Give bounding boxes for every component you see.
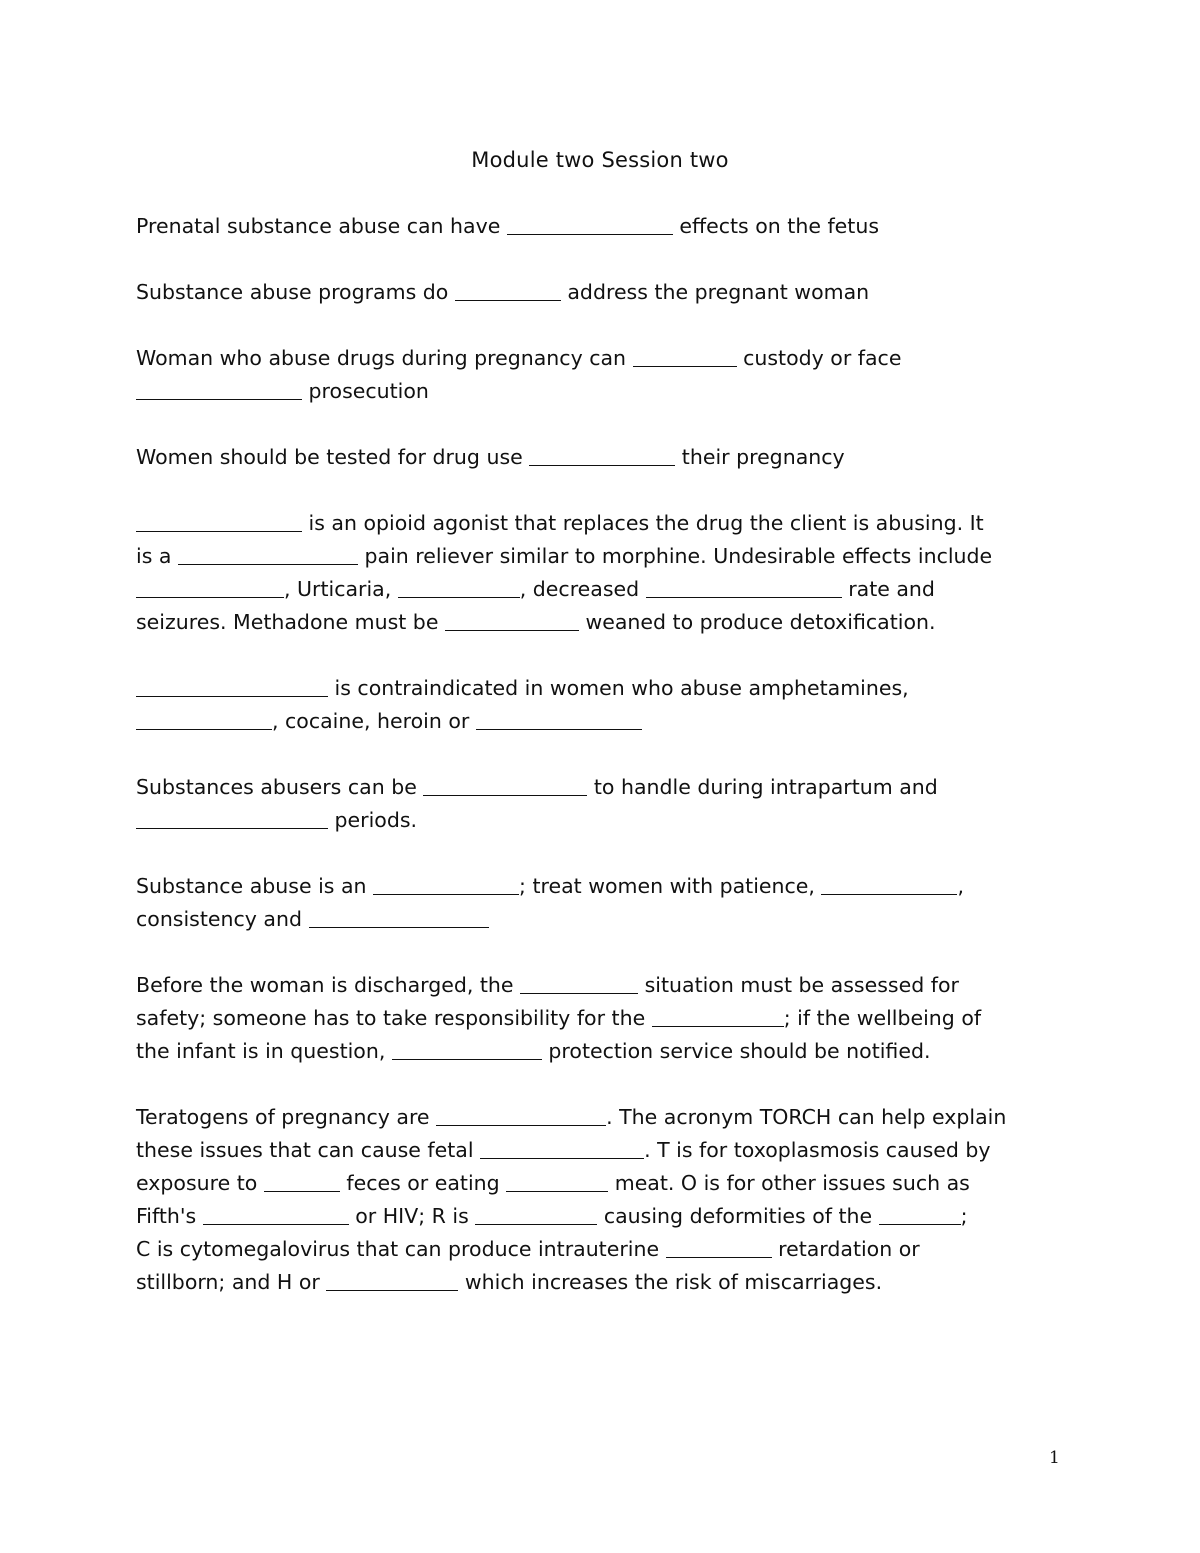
answer-blank[interactable] [633, 344, 737, 367]
question-text: situation must be assessed for [644, 973, 959, 997]
question-text: Before the woman is discharged, the [136, 973, 521, 997]
answer-blank[interactable] [136, 674, 328, 697]
answer-blank[interactable] [136, 707, 272, 730]
question-text: or HIV; R is [355, 1204, 476, 1228]
question-text: effects on the fetus [679, 214, 879, 238]
question-text: Substance abuse programs do [136, 280, 455, 304]
answer-blank[interactable] [436, 1103, 606, 1126]
answer-blank[interactable] [455, 278, 561, 301]
question-text: seizures. Methadone must be [136, 610, 445, 634]
question-text: ; treat women with patience, [519, 874, 822, 898]
question-text: Teratogens of pregnancy are [136, 1105, 437, 1129]
question-text: their pregnancy [681, 445, 845, 469]
answer-blank[interactable] [529, 443, 675, 466]
question-text: retardation or [778, 1237, 920, 1261]
question-text: . T is for toxoplasmosis caused by [644, 1138, 991, 1162]
question-text: C is cytomegalovirus that can produce intrauterine [136, 1237, 666, 1261]
question-text: , [957, 874, 964, 898]
question-text: meat. O is for other issues such as [614, 1171, 970, 1195]
answer-blank[interactable] [136, 377, 302, 400]
question-8 [136, 870, 1066, 936]
page-title: Module two Session two [471, 148, 729, 172]
answer-blank[interactable] [423, 773, 587, 796]
question-text: periods. [334, 808, 418, 832]
question-text: . The acronym TORCH can help explain [606, 1105, 1007, 1129]
question-text: safety; someone has to take responsibility for the [136, 1006, 652, 1030]
answer-blank[interactable] [136, 806, 328, 829]
answer-blank[interactable] [309, 905, 489, 928]
question-text: Fifth's [136, 1204, 203, 1228]
question-4 [136, 441, 1066, 474]
answer-blank[interactable] [879, 1202, 961, 1225]
question-text: protection service should be notified. [548, 1039, 931, 1063]
question-text: consistency and [136, 907, 309, 931]
question-text: ; [960, 1204, 968, 1228]
page-number: 1 [1049, 1448, 1060, 1468]
answer-blank[interactable] [646, 575, 842, 598]
question-text: exposure to [136, 1171, 264, 1195]
question-text: which increases the risk of miscarriages. [464, 1270, 883, 1294]
answer-blank[interactable] [203, 1202, 349, 1225]
question-text: to handle during intrapartum and [593, 775, 938, 799]
question-text: , Urticaria, [284, 577, 398, 601]
question-6 [136, 672, 1066, 738]
question-5 [136, 507, 1066, 639]
question-10 [136, 1101, 1066, 1299]
question-text: these issues that can cause fetal [136, 1138, 481, 1162]
answer-blank[interactable] [666, 1235, 772, 1258]
question-7 [136, 771, 1066, 837]
question-text: Substance abuse is an [136, 874, 374, 898]
answer-blank[interactable] [136, 509, 302, 532]
question-text: is an opioid agonist that replaces the drug the client is abusing. It [308, 511, 984, 535]
question-text: causing deformities of the [603, 1204, 879, 1228]
question-text: , decreased [519, 577, 646, 601]
question-9 [136, 969, 1066, 1068]
question-text: Woman who abuse drugs during pregnancy can [136, 346, 633, 370]
answer-blank[interactable] [445, 608, 579, 631]
answer-blank[interactable] [652, 1004, 784, 1027]
question-text: is a [136, 544, 178, 568]
question-text: ; if the wellbeing of [783, 1006, 982, 1030]
answer-blank[interactable] [476, 707, 642, 730]
question-text: the infant is in question, [136, 1039, 392, 1063]
question-text: pain reliever similar to morphine. Undesirable effects include [364, 544, 993, 568]
question-3 [136, 342, 1066, 408]
answer-blank[interactable] [821, 872, 957, 895]
answer-blank[interactable] [507, 212, 673, 235]
question-text: Prenatal substance abuse can have [136, 214, 507, 238]
answer-blank[interactable] [506, 1169, 608, 1192]
answer-blank[interactable] [398, 575, 520, 598]
question-text: is contraindicated in women who abuse amphetamines, [334, 676, 909, 700]
answer-blank[interactable] [178, 542, 358, 565]
answer-blank[interactable] [264, 1169, 340, 1192]
answer-blank[interactable] [520, 971, 638, 994]
answer-blank[interactable] [136, 575, 284, 598]
question-text: feces or eating [346, 1171, 507, 1195]
question-text: prosecution [308, 379, 429, 403]
worksheet-body [136, 210, 1066, 1332]
answer-blank[interactable] [392, 1037, 542, 1060]
question-text: custody or face [743, 346, 902, 370]
question-1 [136, 210, 1066, 243]
question-text: Women should be tested for drug use [136, 445, 530, 469]
question-text: Substances abusers can be [136, 775, 424, 799]
answer-blank[interactable] [480, 1136, 644, 1159]
answer-blank[interactable] [373, 872, 519, 895]
question-text: rate and [848, 577, 935, 601]
question-text: stillborn; and H or [136, 1270, 327, 1294]
question-text: , cocaine, heroin or [272, 709, 476, 733]
answer-blank[interactable] [475, 1202, 597, 1225]
question-text: address the pregnant woman [567, 280, 870, 304]
question-text: weaned to produce detoxification. [585, 610, 936, 634]
question-2 [136, 276, 1066, 309]
answer-blank[interactable] [326, 1268, 458, 1291]
